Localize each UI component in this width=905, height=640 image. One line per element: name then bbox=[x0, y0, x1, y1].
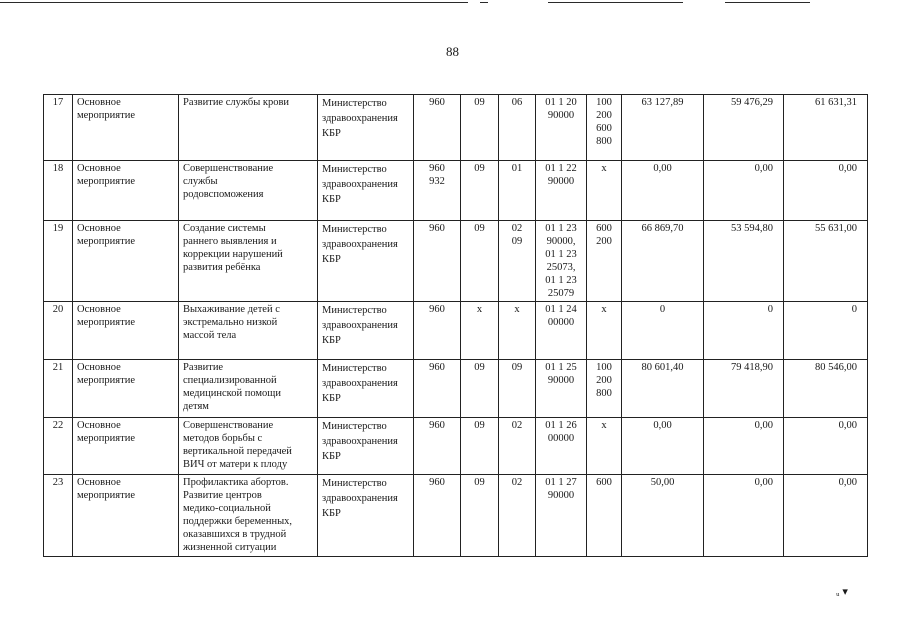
row-number: 23 bbox=[44, 475, 73, 557]
amount-year-1: 0,00 bbox=[622, 161, 704, 221]
event-type: Основное мероприятие bbox=[73, 418, 179, 475]
scan-marks: ᵤ ▾ bbox=[836, 586, 848, 598]
target-article-code: 01 1 24 00000 bbox=[536, 302, 587, 360]
event-name: Развитие службы крови bbox=[179, 95, 318, 161]
table-row bbox=[44, 418, 868, 475]
event-name: Профилактика абортов. Развитие центров медико-социальной поддержки беременных, оказавшихся в трудной жизненной ситуации bbox=[179, 475, 318, 557]
scan-artifact-line bbox=[548, 2, 683, 3]
event-type: Основное мероприятие bbox=[73, 475, 179, 557]
event-name: Создание системы раннего выявления и коррекции нарушений развития ребёнка bbox=[179, 221, 318, 302]
subsection-code: 01 bbox=[499, 161, 536, 221]
section-code: 09 bbox=[461, 418, 499, 475]
table-row bbox=[44, 95, 868, 161]
scan-artifact-line bbox=[725, 2, 810, 3]
section-code: 09 bbox=[461, 95, 499, 161]
event-type: Основное мероприятие bbox=[73, 161, 179, 221]
subsection-code: 09 bbox=[499, 360, 536, 418]
target-article-code: 01 1 23 90000, 01 1 23 25073, 01 1 23 25079 bbox=[536, 221, 587, 302]
grbs-code: 960 932 bbox=[414, 161, 461, 221]
expense-type-code: х bbox=[587, 161, 622, 221]
expense-type-code: 100 200 600 800 bbox=[587, 95, 622, 161]
amount-year-1: 63 127,89 bbox=[622, 95, 704, 161]
grbs-code: 960 bbox=[414, 221, 461, 302]
section-code: 09 bbox=[461, 360, 499, 418]
amount-year-2: 0 bbox=[704, 302, 784, 360]
amount-year-2: 59 476,29 bbox=[704, 95, 784, 161]
subsection-code: 02 bbox=[499, 475, 536, 557]
expense-type-code: 600 200 bbox=[587, 221, 622, 302]
amount-year-3: 80 546,00 bbox=[784, 360, 868, 418]
row-number: 21 bbox=[44, 360, 73, 418]
responsible-ministry: Министерство здравоохранения КБР bbox=[318, 221, 414, 302]
scan-artifact-line bbox=[0, 2, 468, 3]
event-name: Развитие специализированной медицинской помощи детям bbox=[179, 360, 318, 418]
amount-year-3: 0,00 bbox=[784, 418, 868, 475]
responsible-ministry: Министерство здравоохранения КБР bbox=[318, 95, 414, 161]
amount-year-1: 50,00 bbox=[622, 475, 704, 557]
amount-year-3: 0,00 bbox=[784, 161, 868, 221]
table-row bbox=[44, 360, 868, 418]
table-row bbox=[44, 475, 868, 557]
table-row bbox=[44, 161, 868, 221]
table-row bbox=[44, 302, 868, 360]
amount-year-1: 0,00 bbox=[622, 418, 704, 475]
target-article-code: 01 1 25 90000 bbox=[536, 360, 587, 418]
responsible-ministry: Министерство здравоохранения КБР bbox=[318, 475, 414, 557]
amount-year-3: 0,00 bbox=[784, 475, 868, 557]
responsible-ministry: Министерство здравоохранения КБР bbox=[318, 302, 414, 360]
table-row bbox=[44, 221, 868, 302]
grbs-code: 960 bbox=[414, 475, 461, 557]
section-code: 09 bbox=[461, 161, 499, 221]
target-article-code: 01 1 26 00000 bbox=[536, 418, 587, 475]
event-type: Основное мероприятие bbox=[73, 95, 179, 161]
expense-type-code: 100 200 800 bbox=[587, 360, 622, 418]
row-number: 19 bbox=[44, 221, 73, 302]
section-code: х bbox=[461, 302, 499, 360]
responsible-ministry: Министерство здравоохранения КБР bbox=[318, 161, 414, 221]
target-article-code: 01 1 27 90000 bbox=[536, 475, 587, 557]
section-code: 09 bbox=[461, 475, 499, 557]
event-type: Основное мероприятие bbox=[73, 221, 179, 302]
amount-year-2: 0,00 bbox=[704, 475, 784, 557]
scan-artifact-line bbox=[480, 2, 488, 3]
responsible-ministry: Министерство здравоохранения КБР bbox=[318, 418, 414, 475]
row-number: 17 bbox=[44, 95, 73, 161]
page-number: 88 bbox=[446, 44, 459, 59]
subsection-code: 06 bbox=[499, 95, 536, 161]
grbs-code: 960 bbox=[414, 95, 461, 161]
responsible-ministry: Министерство здравоохранения КБР bbox=[318, 360, 414, 418]
row-number: 22 bbox=[44, 418, 73, 475]
budget-table bbox=[43, 94, 868, 557]
grbs-code: 960 bbox=[414, 418, 461, 475]
event-name: Выхаживание детей с экстремально низкой массой тела bbox=[179, 302, 318, 360]
section-code: 09 bbox=[461, 221, 499, 302]
amount-year-2: 79 418,90 bbox=[704, 360, 784, 418]
amount-year-1: 80 601,40 bbox=[622, 360, 704, 418]
amount-year-2: 0,00 bbox=[704, 161, 784, 221]
expense-type-code: х bbox=[587, 418, 622, 475]
expense-type-code: 600 bbox=[587, 475, 622, 557]
target-article-code: 01 1 20 90000 bbox=[536, 95, 587, 161]
expense-type-code: х bbox=[587, 302, 622, 360]
target-article-code: 01 1 22 90000 bbox=[536, 161, 587, 221]
subsection-code: 02 09 bbox=[499, 221, 536, 302]
subsection-code: 02 bbox=[499, 418, 536, 475]
row-number: 18 bbox=[44, 161, 73, 221]
amount-year-2: 53 594,80 bbox=[704, 221, 784, 302]
amount-year-3: 0 bbox=[784, 302, 868, 360]
subsection-code: х bbox=[499, 302, 536, 360]
grbs-code: 960 bbox=[414, 360, 461, 418]
amount-year-1: 66 869,70 bbox=[622, 221, 704, 302]
event-name: Совершенствование службы родовспоможения bbox=[179, 161, 318, 221]
amount-year-2: 0,00 bbox=[704, 418, 784, 475]
event-type: Основное мероприятие bbox=[73, 302, 179, 360]
amount-year-1: 0 bbox=[622, 302, 704, 360]
amount-year-3: 55 631,00 bbox=[784, 221, 868, 302]
grbs-code: 960 bbox=[414, 302, 461, 360]
amount-year-3: 61 631,31 bbox=[784, 95, 868, 161]
row-number: 20 bbox=[44, 302, 73, 360]
event-name: Совершенствование методов борьбы с вертикальной передачей ВИЧ от матери к плоду bbox=[179, 418, 318, 475]
event-type: Основное мероприятие bbox=[73, 360, 179, 418]
